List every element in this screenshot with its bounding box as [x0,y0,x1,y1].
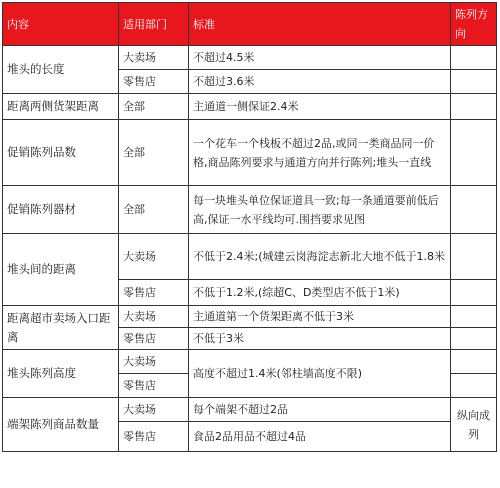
row-direction [451,374,497,398]
row-dept: 大卖场 [119,398,189,422]
table-row [3,186,497,234]
row-dept: 零售店 [119,70,189,94]
row-direction [451,70,497,94]
row-dept: 大卖场 [119,234,189,280]
row-item: 堆头陈列高度 [3,350,119,398]
row-standard: 不低于2.4米;(城建云岗海淀志新北大地不低于1.8米 [189,234,451,280]
row-dept: 大卖场 [119,350,189,374]
row-direction: 纵向成列 [451,398,497,452]
row-direction [451,306,497,328]
table-row [3,94,497,120]
row-standard: 每个端架不超过2品 [189,398,451,422]
row-direction [451,328,497,350]
row-standard: 一个花车一个栈板不超过2品,或同一类商品同一价格,商品陈列要求与通道方向并行陈列;堆头一直线 [189,120,451,186]
display-standards-table [2,2,497,452]
header-direction: 陈列方向 [451,3,497,46]
row-direction [451,234,497,280]
table-row [3,120,497,186]
row-dept: 零售店 [119,280,189,306]
row-direction [451,350,497,374]
row-standard: 高度不超过1.4米(邻柱墙高度不限) [189,350,451,398]
table-row [3,398,497,422]
table-row [3,306,497,328]
row-standard: 每一块堆头单位保证道具一致;每一条通道要前低后高,保证一水平线均可.围挡要求见图 [189,186,451,234]
row-dept: 全部 [119,186,189,234]
row-dept: 全部 [119,120,189,186]
row-standard: 食品2品用品不超过4品 [189,422,451,452]
row-dept: 零售店 [119,422,189,452]
row-item: 促销陈列品数 [3,120,119,186]
row-direction [451,120,497,186]
table-row [3,46,497,70]
row-direction [451,186,497,234]
row-item: 堆头间的距离 [3,234,119,306]
header-department: 适用部门 [119,3,189,46]
row-item: 距离超市卖场入口距离 [3,306,119,350]
header-row [3,3,497,46]
row-standard: 主通道第一个货架距离不低于3米 [189,306,451,328]
row-standard: 不超过4.5米 [189,46,451,70]
row-item: 促销陈列器材 [3,186,119,234]
row-item: 堆头的长度 [3,46,119,94]
header-standard: 标准 [189,3,451,46]
table-row [3,350,497,374]
table-row [3,234,497,280]
row-standard: 不低于1.2米,(综超C、D类型店不低于1米) [189,280,451,306]
header-content: 内容 [3,3,119,46]
row-standard: 不低于3米 [189,328,451,350]
row-dept: 大卖场 [119,46,189,70]
row-direction [451,94,497,120]
row-item: 距离两侧货架距离 [3,94,119,120]
row-direction [451,280,497,306]
row-standard: 不超过3.6米 [189,70,451,94]
row-dept: 大卖场 [119,306,189,328]
row-dept: 全部 [119,94,189,120]
row-standard: 主通道一侧保证2.4米 [189,94,451,120]
row-direction [451,46,497,70]
row-dept: 零售店 [119,328,189,350]
row-dept: 零售店 [119,374,189,398]
row-item: 端架陈列商品数量 [3,398,119,452]
